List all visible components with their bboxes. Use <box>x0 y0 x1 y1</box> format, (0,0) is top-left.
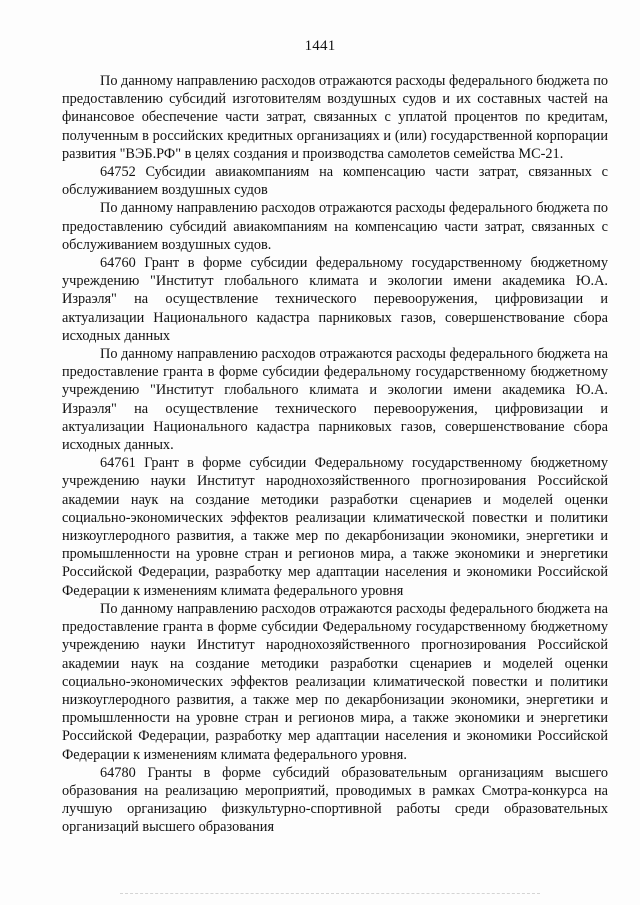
paragraph-64752-heading: 64752 Субсидии авиакомпаниям на компенсацию части затрат, связанных с обслуживанием воздушных судов <box>62 164 608 199</box>
paragraph-64761-description: По данному направлению расходов отражаются расходы федерального бюджета на предоставление гранта в форме субсидии Федеральному государственному бюджетному учреждению науки Институт народнохозяйственного прогнозирования Российской академии наук на создание методики разработки сценариев и моделей оценки социально-экономических эффектов реализации климатической повестки и политики низкоуглеродного развития, а также мер по декарбонизации экономики, энергетики и промышленности на уровне стран и регионов мира, а также экономики и энергетики Российской Федерации, разработку мер адаптации населения и экономики Российской Федерации к изменениям климата федерального уровня. <box>62 600 608 763</box>
paragraph-msi21-description: По данному направлению расходов отражаются расходы федерального бюджета по предоставлению субсидий изготовителям воздушных судов и их составных частей на финансовое обеспечение части затрат, связанных с уплатой процентов по кредитам, полученным в российских кредитных организациях и (или) государственной корпорации развития "ВЭБ.РФ" в целях создания и производства самолетов семейства МС-21. <box>62 73 608 162</box>
paragraph-64760-heading: 64760 Грант в форме субсидии федеральному государственному бюджетному учреждению "Институт глобального климата и экологии имени академика Ю.А. Израэля" на осуществление технического перевооружения, цифровизации и актуализации Национального кадастра парниковых газов, совершенствование сбора исходных данных <box>62 255 608 344</box>
paragraph-64780-heading: 64780 Гранты в форме субсидий образовательным организациям высшего образования на реализацию мероприятий, проводимых в рамках Смотра-конкурса на лучшую организацию физкультурно-спортивной работы среди образовательных организаций высшего образования <box>62 764 608 836</box>
document-body <box>62 72 608 837</box>
scan-bottom-edge <box>120 893 540 894</box>
paragraph-64761-heading: 64761 Грант в форме субсидии Федеральному государственному бюджетному учреждению науки Институт народнохозяйственного прогнозирования Российской академии наук на создание методики разработки сценариев и моделей оценки социально-экономических эффектов реализации климатической повестки и политики низкоуглеродного развития, а также мер по декарбонизации экономики, энергетики и промышленности на уровне стран и регионов мира, а также экономики и энергетики Российской Федерации, разработку мер адаптации населения и экономики Российской Федерации к изменениям климата федерального уровня <box>62 455 608 599</box>
page-number: 1441 <box>304 38 336 54</box>
paragraph-64760-description: По данному направлению расходов отражаются расходы федерального бюджета на предоставление гранта в форме субсидии федеральному государственному бюджетному учреждению "Институт глобального климата и экологии имени академика Ю.А. Израэля" на осуществление технического перевооружения, цифровизации и актуализации Национального кадастра парниковых газов, совершенствование сбора исходных данных. <box>62 346 608 454</box>
paragraph-64752-description: По данному направлению расходов отражаются расходы федерального бюджета по предоставлению субсидий авиакомпаниям на компенсацию части затрат, связанных с обслуживанием воздушных судов. <box>62 200 608 253</box>
